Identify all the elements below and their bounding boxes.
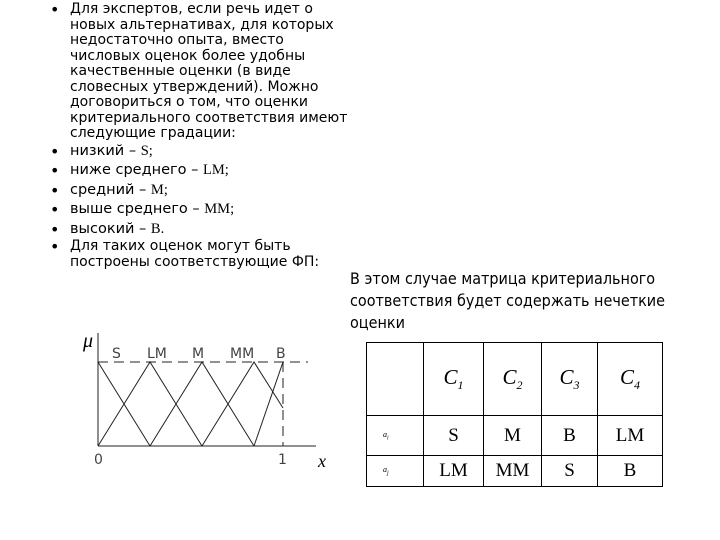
matrix-cell: LM: [598, 416, 663, 456]
origin-label: 0: [94, 452, 103, 468]
term-lm: LM: [147, 346, 167, 362]
bullet-grade-below-mid: • ниже среднего – LM;: [50, 161, 350, 181]
mu-label: μ: [83, 330, 94, 352]
matrix-cell: B: [542, 416, 598, 456]
x-end-label: 1: [278, 452, 287, 468]
term-b: B: [276, 346, 286, 362]
x-label: x: [318, 451, 326, 470]
criterion-header: $C_4$: [598, 343, 663, 416]
table-row: [367, 456, 663, 487]
fuzzy-assessment-matrix: [366, 342, 663, 487]
criterion-header: $C_1$: [424, 343, 484, 416]
membership-functions-diagram: [78, 328, 340, 470]
term-m: M: [192, 346, 205, 362]
row-label: $a_i$: [367, 416, 424, 456]
bullet-grade-above-mid: • выше среднего – MM;: [50, 200, 350, 220]
criterion-header: $C_2$: [484, 343, 542, 416]
bullet-grade-low: • низкий – S;: [50, 142, 350, 162]
bullet-fp-note: • Для таких оценок могут быть построены соответствующие ФП:: [50, 239, 350, 270]
matrix-header-row: [367, 343, 663, 416]
row-label: $a_j$: [367, 456, 424, 487]
matrix-cell: S: [542, 456, 598, 487]
matrix-corner: [367, 343, 424, 416]
matrix-cell: B: [598, 456, 663, 487]
matrix-cell: LM: [424, 456, 484, 487]
matrix-cell: M: [484, 416, 542, 456]
mf-m: [150, 362, 254, 446]
criterion-header: $C_3$: [542, 343, 598, 416]
matrix-note: В этом случае матрица критериального соответствия будет содержать нечеткие оценки: [350, 269, 665, 332]
mf-lm: [98, 362, 202, 446]
term-s: S: [112, 346, 121, 362]
table-row: [367, 416, 663, 456]
mf-mm: [202, 362, 283, 446]
term-mm: MM: [230, 346, 255, 362]
matrix-cell: MM: [484, 456, 542, 487]
bullet-grade-high: • высокий – B.: [50, 220, 350, 240]
mf-b: [254, 362, 283, 446]
bullet-grade-mid: • средний – M;: [50, 181, 350, 201]
bullet-list: [50, 2, 350, 270]
bullet-intro: • Для экспертов, если речь идет о новых альтернативах, для которых недостаточно опыта, вместо числовых оценок более удобны качественные оценки (в виде словесных утверждений). Можно договориться о том, что оценки критериального соответствия имеют следующие градации:: [50, 2, 350, 142]
matrix-cell: S: [424, 416, 484, 456]
